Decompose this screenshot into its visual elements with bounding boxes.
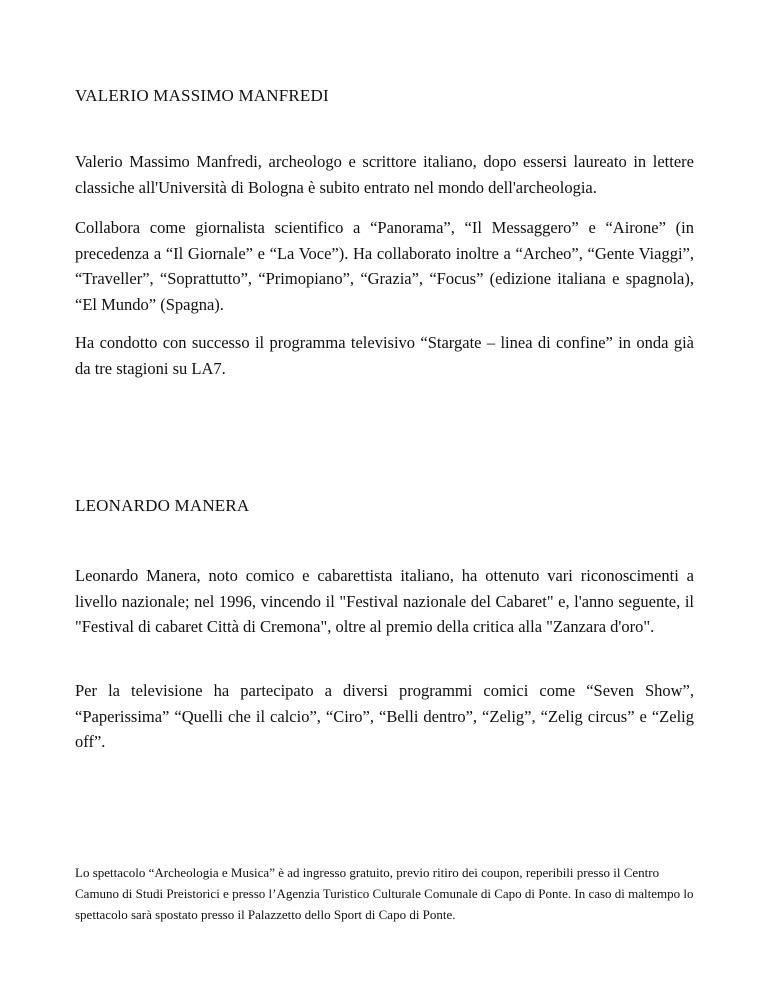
section-heading-manera: LEONARDO MANERA bbox=[75, 496, 250, 515]
footer-note: Lo spettacolo “Archeologia e Musica” è ad ingresso gratuito, previo ritiro dei coupon, reperibili presso il Centro Camuno di Studi Preistorici e presso l’Agenzia Turistico Culturale Comunale di Capo di Ponte. In caso di maltempo lo spettacolo sarà spostato presso il Palazzetto dello Sport di Capo di Ponte. bbox=[75, 865, 694, 922]
paragraph-manfredi-tv: Ha condotto con successo il programma televisivo “Stargate – linea di confine” in onda già da tre stagioni su LA7. bbox=[75, 333, 694, 378]
paragraph-manera-tv: Per la televisione ha partecipato a diversi programmi comici come “Seven Show”, “Paperissima” “Quelli che il calcio”, “Ciro”, “Belli dentro”, “Zelig”, “Zelig circus” e “Zelig off”. bbox=[75, 681, 694, 751]
paragraph-manfredi-bio: Valerio Massimo Manfredi, archeologo e scrittore italiano, dopo essersi laureato in lettere classiche all'Università di Bologna è subito entrato nel mondo dell'archeologia. bbox=[75, 152, 694, 197]
section-heading-manfredi: VALERIO MASSIMO MANFREDI bbox=[75, 86, 329, 105]
paragraph-manfredi-journalism: Collabora come giornalista scientifico a “Panorama”, “Il Messaggero” e “Airone” (in precedenza a “Il Giornale” e “La Voce”). Ha collaborato inoltre a “Archeo”, “Gente Viaggi”, “Traveller”, “Soprattutto”, “Primopiano”, “Grazia”, “Focus” (edizione italiana e spagnola), “El Mundo” (Spagna). bbox=[75, 218, 694, 314]
paragraph-manera-bio: Leonardo Manera, noto comico e cabarettista italiano, ha ottenuto vari riconoscimenti a livello nazionale; nel 1996, vincendo il "Festival nazionale del Cabaret" e, l'anno seguente, il "Festival di cabaret Città di Cremona", oltre al premio della critica alla "Zanzara d'oro". bbox=[75, 566, 694, 636]
